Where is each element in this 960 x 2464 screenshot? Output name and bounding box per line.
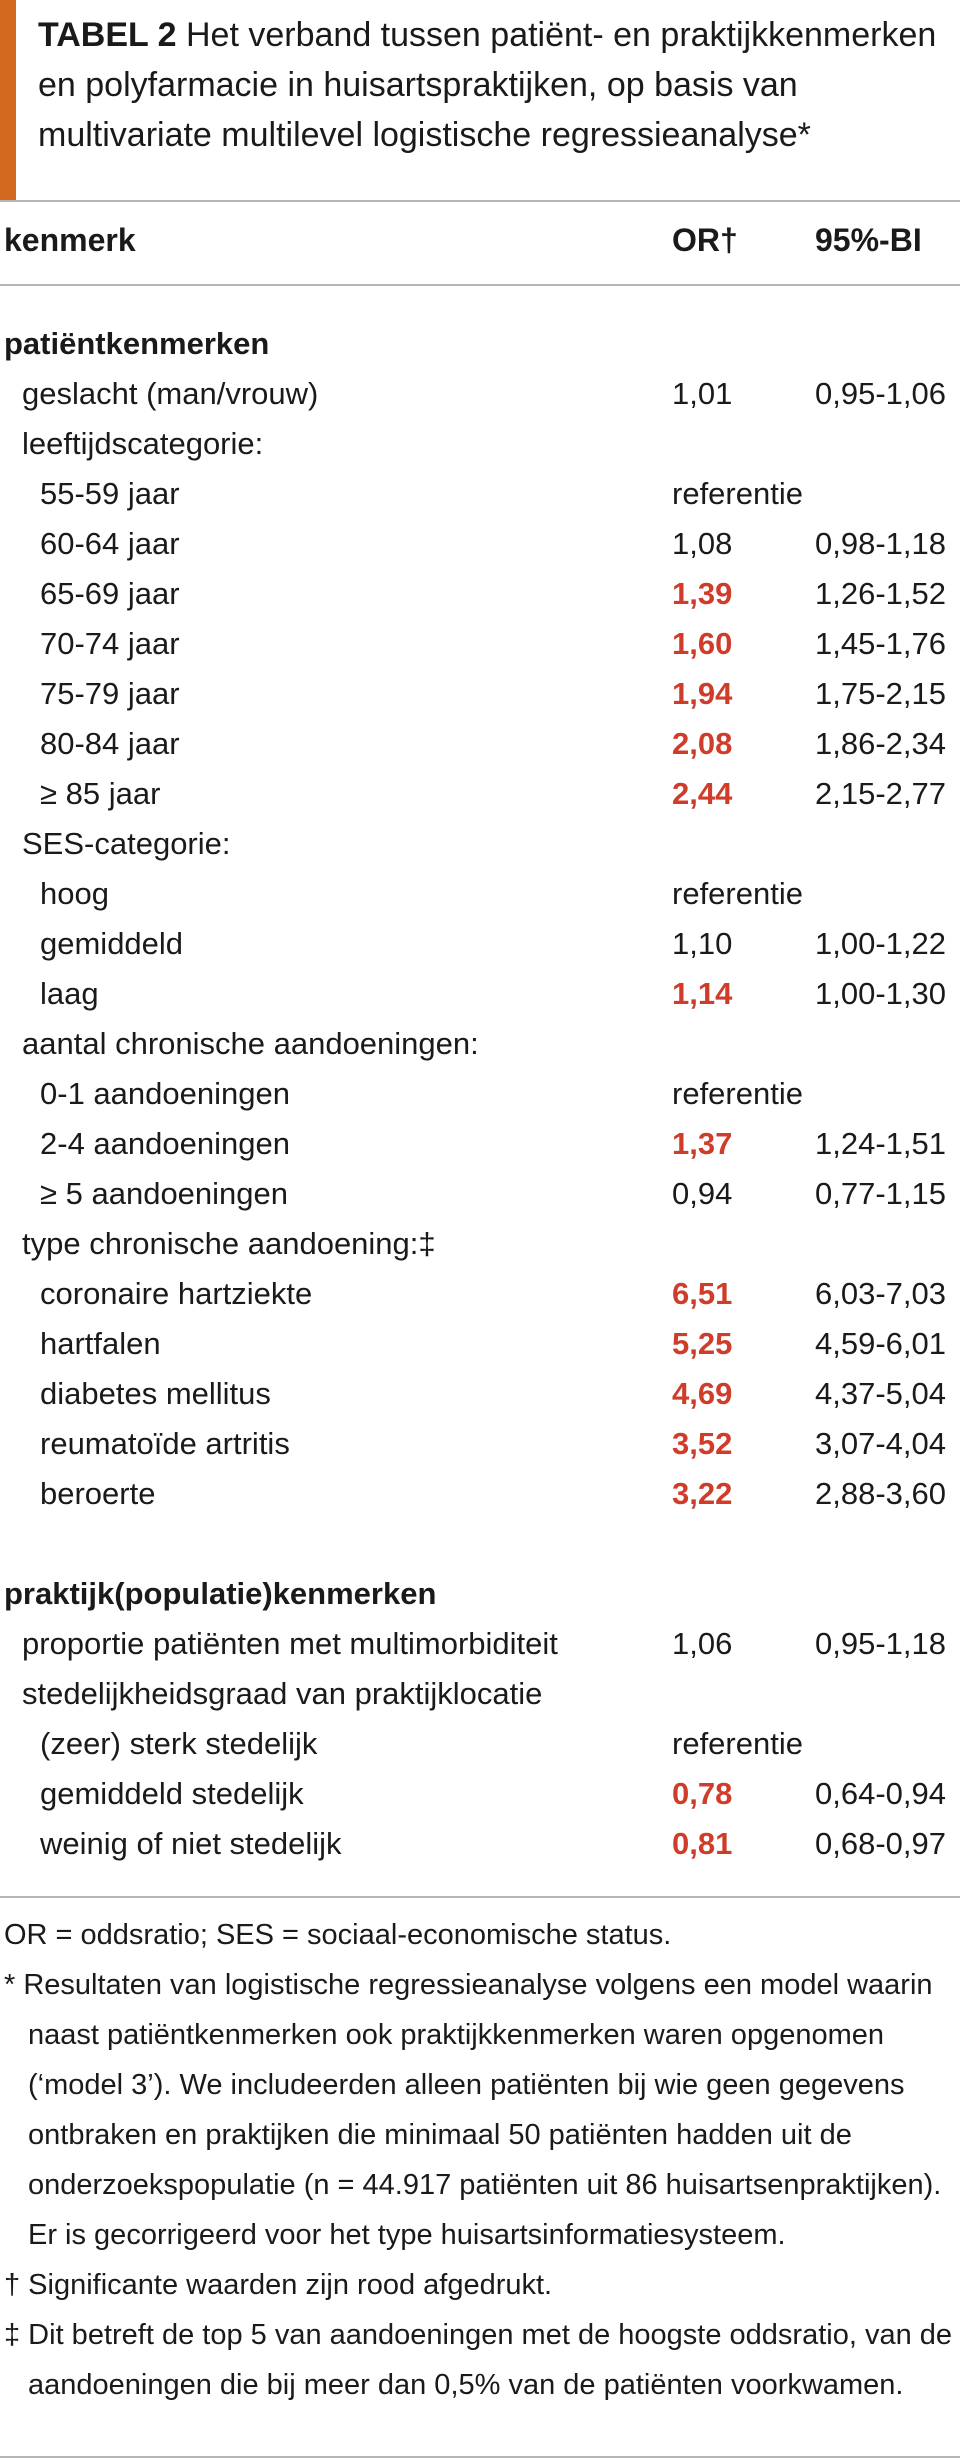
ci-value: 0,77-1,15 (815, 1176, 946, 1211)
or-value: 1,10 (672, 926, 733, 961)
divider-top (0, 200, 960, 202)
divider-end (0, 2456, 960, 2458)
row-label: 75-79 jaar (40, 676, 180, 711)
table-number: TABEL 2 (38, 16, 177, 54)
or-value: 0,94 (672, 1176, 733, 1211)
row-label: geslacht (man/vrouw) (22, 376, 319, 411)
table-row (0, 470, 960, 520)
ci-value: 1,26-1,52 (815, 576, 946, 611)
row-label: proportie patiënten met multimorbiditeit (22, 1626, 558, 1661)
or-value: 4,69 (672, 1376, 733, 1411)
divider-header (0, 284, 960, 286)
table-row (0, 1620, 960, 1670)
table-title (38, 10, 938, 160)
row-label: beroerte (40, 1476, 156, 1511)
table-row (0, 1420, 960, 1470)
row-label: 80-84 jaar (40, 726, 180, 761)
row-label: 0-1 aandoeningen (40, 1076, 290, 1111)
row-label: laag (40, 976, 99, 1011)
or-value: 0,81 (672, 1826, 733, 1861)
table-row (0, 370, 960, 420)
ci-value: 1,24-1,51 (815, 1126, 946, 1161)
table-row (0, 1820, 960, 1870)
ci-value: 4,37-5,04 (815, 1376, 946, 1411)
ci-value: 6,03-7,03 (815, 1276, 946, 1311)
table-caption: Het verband tussen patiënt- en praktijkkenmerken en polyfarmacie in huisartspraktijken, op basis van multivariate multilevel logistische regressieanalyse* (38, 16, 937, 154)
or-value: 1,37 (672, 1126, 733, 1161)
table-row (0, 720, 960, 770)
section-heading: praktijk(populatie)kenmerken (4, 1576, 437, 1611)
row-label: hoog (40, 876, 109, 911)
or-value: 2,44 (672, 776, 733, 811)
or-value: 1,94 (672, 676, 733, 711)
or-value: 3,22 (672, 1476, 733, 1511)
table-row (0, 1320, 960, 1370)
or-value: 5,25 (672, 1326, 733, 1361)
table-row (0, 670, 960, 720)
ci-value: 1,75-2,15 (815, 676, 946, 711)
section-heading: patiëntkenmerken (4, 326, 270, 361)
ci-value: 0,98-1,18 (815, 526, 946, 561)
table-header (0, 210, 960, 270)
or-value: referentie (672, 1076, 803, 1111)
section-row (0, 1570, 960, 1620)
header-kenmerk: kenmerk (4, 222, 136, 258)
row-label: 60-64 jaar (40, 526, 180, 561)
or-value: 1,60 (672, 626, 733, 661)
row-label: 65-69 jaar (40, 576, 180, 611)
header-ci: 95%-BI (815, 222, 922, 258)
ci-value: 0,64-0,94 (815, 1776, 946, 1811)
divider-bottom (0, 1896, 960, 1898)
or-value: 6,51 (672, 1276, 733, 1311)
or-value: 1,01 (672, 376, 733, 411)
or-value: referentie (672, 476, 803, 511)
footnote-dagger: † Significante waarden zijn rood afgedrukt. (4, 2269, 553, 2301)
row-label: 2-4 aandoeningen (40, 1126, 290, 1161)
table-title-block (0, 0, 960, 200)
table-row (0, 820, 960, 870)
ci-value: 3,07-4,04 (815, 1426, 946, 1461)
row-label: aantal chronische aandoeningen: (22, 1026, 479, 1061)
table-row (0, 870, 960, 920)
table-row (0, 970, 960, 1020)
ci-value: 1,00-1,22 (815, 926, 946, 961)
table-row (0, 1120, 960, 1170)
table-row (0, 1270, 960, 1320)
ci-value: 1,86-2,34 (815, 726, 946, 761)
table-row (0, 1720, 960, 1770)
table-row (0, 770, 960, 820)
table-row (0, 1370, 960, 1420)
or-value: 2,08 (672, 726, 733, 761)
table-row (0, 1470, 960, 1520)
row-label: coronaire hartziekte (40, 1276, 313, 1311)
table-row (0, 620, 960, 670)
row-label: (zeer) sterk stedelijk (40, 1726, 318, 1761)
footnote-abbreviations: OR = oddsratio; SES = sociaal-economische status. (4, 1919, 672, 1951)
ci-value: 0,95-1,18 (815, 1626, 946, 1661)
row-label: weinig of niet stedelijk (40, 1826, 342, 1861)
footnote-asterisk: * Resultaten van logistische regressieanalyse volgens een model waarin naast patiëntkenmerken ook praktijkkenmerken waren opgenomen (‘model 3’). We includeerden alleen patiënten bij wie geen gegevens ontbraken en praktijken die minimaal 50 patiënten hadden uit de onderzoekspopulatie (n = 44.917 patiënten uit 86 huisartsenpraktijken). Er is gecorrigeerd voor het type huisartsinformatiesysteem. (4, 1969, 942, 2251)
row-label: gemiddeld (40, 926, 184, 961)
table-row (0, 920, 960, 970)
ci-value: 4,59-6,01 (815, 1326, 946, 1361)
table-row (0, 1220, 960, 1270)
row-label: gemiddeld stedelijk (40, 1776, 304, 1811)
section-row (0, 320, 960, 370)
or-value: 1,06 (672, 1626, 733, 1661)
or-value: referentie (672, 876, 803, 911)
table-row (0, 520, 960, 570)
or-value: 1,14 (672, 976, 733, 1011)
accent-bar (0, 0, 16, 200)
row-label: ≥ 5 aandoeningen (40, 1176, 289, 1211)
row-label: 55-59 jaar (40, 476, 180, 511)
table-row (0, 1070, 960, 1120)
row-label: ≥ 85 jaar (40, 776, 161, 811)
row-label: 70-74 jaar (40, 626, 180, 661)
table-row (0, 420, 960, 470)
row-label: stedelijkheidsgraad van praktijklocatie (22, 1676, 543, 1711)
or-value: 1,39 (672, 576, 733, 611)
row-label: leeftijdscategorie: (22, 426, 264, 461)
or-value: referentie (672, 1726, 803, 1761)
or-value: 3,52 (672, 1426, 733, 1461)
ci-value: 0,68-0,97 (815, 1826, 946, 1861)
row-label: hartfalen (40, 1326, 161, 1361)
ci-value: 2,15-2,77 (815, 776, 946, 811)
ci-value: 2,88-3,60 (815, 1476, 946, 1511)
row-label: type chronische aandoening:‡ (22, 1226, 436, 1261)
table-row (0, 1020, 960, 1070)
ci-value: 1,00-1,30 (815, 976, 946, 1011)
table-row (0, 1770, 960, 1820)
table-row (0, 1670, 960, 1720)
ci-value: 1,45-1,76 (815, 626, 946, 661)
ci-value: 0,95-1,06 (815, 376, 946, 411)
row-label: diabetes mellitus (40, 1376, 271, 1411)
table-row (0, 570, 960, 620)
row-label: SES-categorie: (22, 826, 231, 861)
header-or: OR† (672, 222, 738, 258)
or-value: 0,78 (672, 1776, 733, 1811)
row-label: reumatoïde artritis (40, 1426, 290, 1461)
footnotes (4, 1910, 954, 2410)
table-row (0, 1170, 960, 1220)
or-value: 1,08 (672, 526, 733, 561)
footnote-double-dagger: ‡ Dit betreft de top 5 van aandoeningen met de hoogste oddsratio, van de aandoeningen die bij meer dan 0,5% van de patiënten voorkwamen. (4, 2319, 953, 2401)
